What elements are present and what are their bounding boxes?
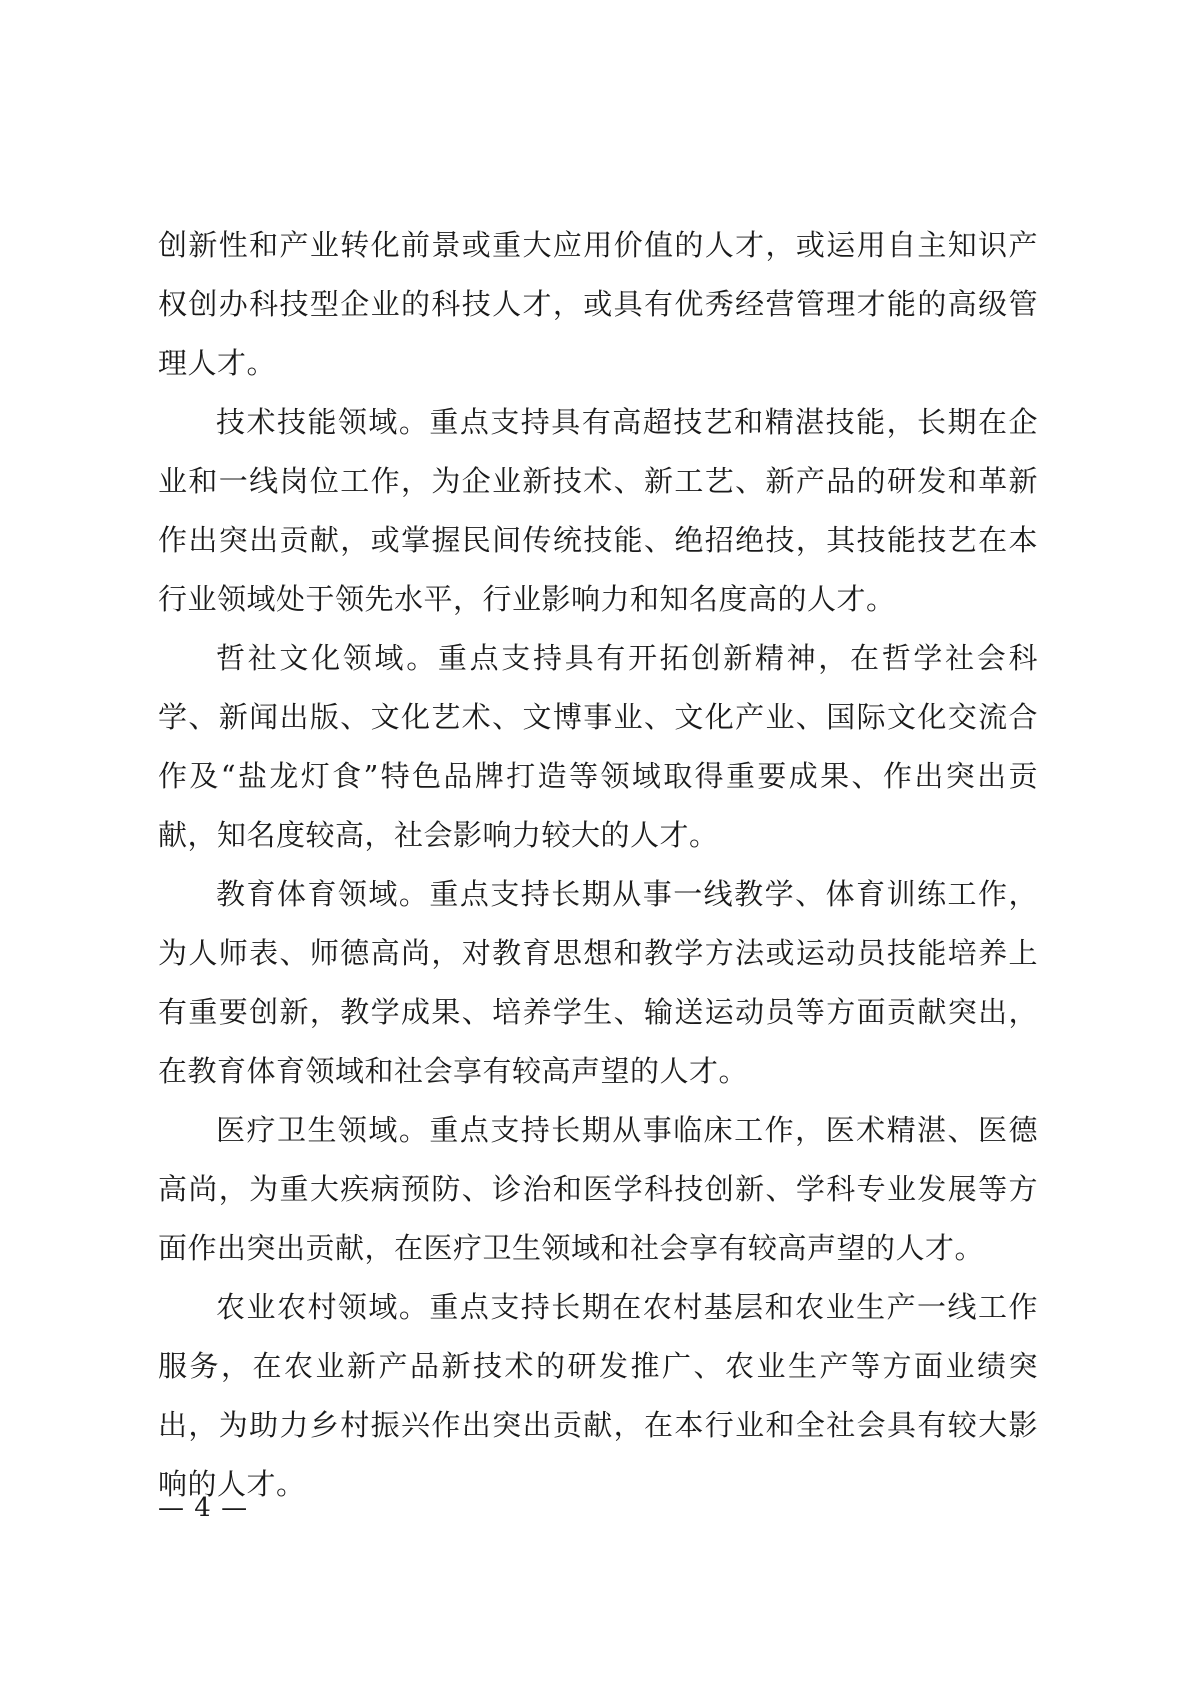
paragraph-education-sports: 教育体育领域。重点支持长期从事一线教学、体育训练工作，为人师表、师德高尚，对教育思想和教学方法或运动员技能培养上有重要创新，教学成果、培养学生、输送运动员等方面贡献突出，在教育体育领域和社会享有较高声望的人才。 xyxy=(158,877,1038,1088)
paragraph-continuation: 创新性和产业转化前景或重大应用价值的人才，或运用自主知识产权创办科技型企业的科技人才，或具有优秀经营管理才能的高级管理人才。 xyxy=(158,228,1038,380)
document-body xyxy=(158,216,1038,1514)
paragraph-agriculture-rural: 农业农村领域。重点支持长期在农村基层和农业生产一线工作服务，在农业新产品新技术的研发推广、农业生产等方面业绩突出，为助力乡村振兴作出突出贡献，在本行业和全社会具有较大影响的人才。 xyxy=(158,1290,1038,1501)
paragraph-philosophy-culture: 哲社文化领域。重点支持具有开拓创新精神，在哲学社会科学、新闻出版、文化艺术、文博事业、文化产业、国际文化交流合作及“盐龙灯食”特色品牌打造等领域取得重要成果、作出突出贡献，知名度较高，社会影响力较大的人才。 xyxy=(158,641,1038,852)
page-number: — 4 — xyxy=(158,1493,249,1523)
paragraph-tech-skills: 技术技能领域。重点支持具有高超技艺和精湛技能，长期在企业和一线岗位工作，为企业新技术、新工艺、新产品的研发和革新作出突出贡献，或掌握民间传统技能、绝招绝技，其技能技艺在本行业领域处于领先水平，行业影响力和知名度高的人才。 xyxy=(158,405,1038,616)
paragraph-medical-health: 医疗卫生领域。重点支持长期从事临床工作，医术精湛、医德高尚，为重大疾病预防、诊治和医学科技创新、学科专业发展等方面作出突出贡献，在医疗卫生领域和社会享有较高声望的人才。 xyxy=(158,1113,1038,1265)
